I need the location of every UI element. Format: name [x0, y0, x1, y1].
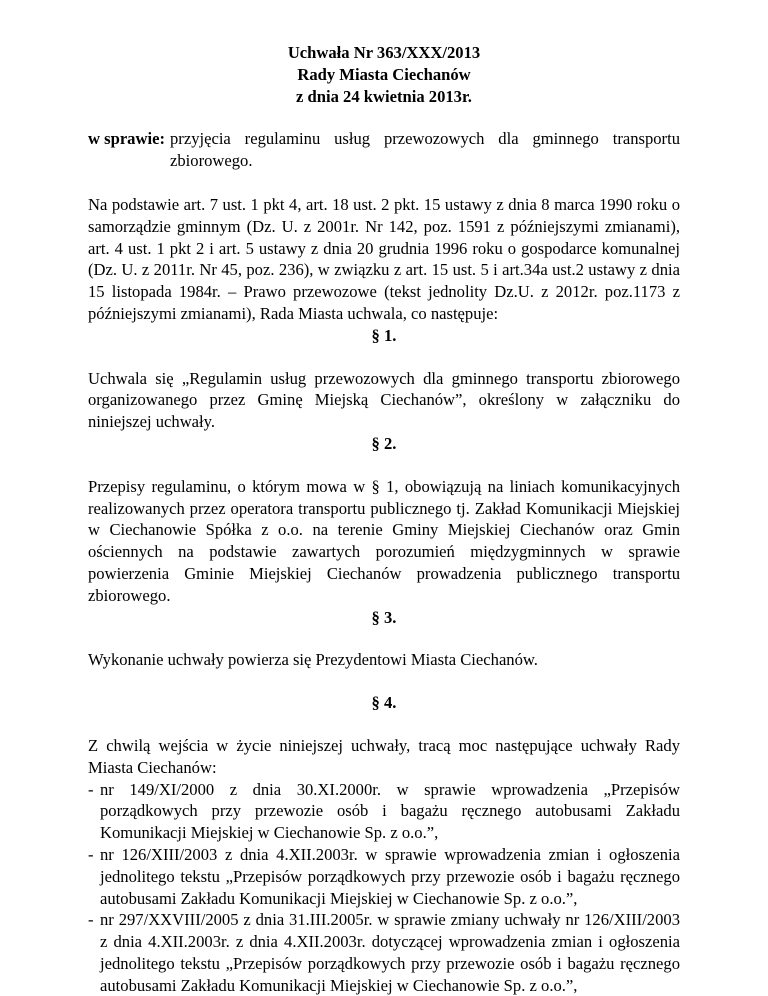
list-dash: -	[88, 779, 94, 799]
resolution-header	[88, 42, 680, 107]
subject-text: przyjęcia regulaminu usług przewozowych dla gminnego transportu zbiorowego.	[170, 129, 680, 171]
section-4-heading: § 4.	[371, 693, 397, 713]
list-dash: -	[88, 844, 94, 864]
preamble: Na podstawie art. 7 ust. 1 pkt 4, art. 18 ust. 2 pkt. 15 ustawy z dnia 8 marca 1990 roku o samorządzie gminnym (Dz. U. z 2001r. Nr 142, poz. 1591 z późniejszymi zmianami), art. 4 ust. 1 pkt 2 i art. 5 ustawy z dnia 20 grudnia 1996 roku o gospodarce komunalnej (Dz. U. z 2011r. Nr 45, poz. 236), w związku z art. 15 ust. 5 i art.34a ust.2 ustawy z dnia 15 listopada 1984r. – Prawo przewozowe (tekst jednolity Dz.U. z 2012r. poz.1173 z późniejszymi zmianami), Rada Miasta uchwala, co następuje:	[88, 194, 680, 323]
resolution-number: Uchwała Nr 363/XXX/2013	[287, 43, 481, 62]
section-1-text: Uchwala się „Regulamin usług przewozowych dla gminnego transportu zbiorowego organizowanego przez Gminę Miejską Ciechanów”, określony w załączniku do niniejszej uchwały.	[88, 368, 680, 432]
section-3-text: Wykonanie uchwały powierza się Prezydentowi Miasta Ciechanów.	[88, 650, 538, 670]
list-dash: -	[88, 910, 94, 930]
resolution-subject	[88, 128, 680, 172]
section-1-heading: § 1.	[371, 325, 397, 345]
list-item-text: nr 149/XI/2000 z dnia 30.XI.2000r. w sprawie wprowadzenia „Przepisów porządkowych przy przewozie osób i bagażu ręcznego autobusami Zakładu Komunikacji Miejskiej w Ciechanowie Sp. z o.o.”,	[100, 779, 680, 843]
list-item	[88, 909, 680, 996]
subject-label: w sprawie:	[88, 129, 165, 149]
section-2-text: Przepisy regulaminu, o którym mowa w § 1, obowiązują na liniach komunikacyjnych realizowanych przez operatora transportu publicznego tj. Zakład Komunikacji Miejskiej w Ciechanowie Spółka z o.o. na terenie Gminy Miejskiej Ciechanów oraz Gmin ościennych na podstawie zawartych porozumień międzygminnych w sprawie powierzenia Gminie Miejskiej Ciechanów prowadzenia publicznego transportu zbiorowego.	[88, 476, 680, 605]
section-3-heading: § 3.	[371, 607, 397, 627]
list-item	[88, 844, 680, 909]
list-item-text: nr 126/XIII/2003 z dnia 4.XII.2003r. w sprawie wprowadzenia zmian i ogłoszenia jednolitego tekstu „Przepisów porządkowych przy przewozie osób i bagażu ręcznego autobusami Zakładu Komunikacji Miejskiej w Ciechanowie Sp. z o.o.”,	[100, 844, 680, 908]
council-name: Rady Miasta Ciechanów	[297, 64, 471, 84]
repealed-resolutions-list	[88, 779, 680, 996]
resolution-date: z dnia 24 kwietnia 2013r.	[296, 86, 472, 106]
list-item	[88, 779, 680, 844]
section-2-heading: § 2.	[371, 433, 397, 453]
list-item-text: nr 297/XXVIII/2005 z dnia 31.III.2005r. w sprawie zmiany uchwały nr 126/XIII/2003 z dnia 4.XII.2003r. z dnia 4.XII.2003r. dotyczącej wprowadzenia zmian i ogłoszenia jednolitego tekstu „Przepisów porządkowych przy przewozie osób i bagażu ręcznego autobusami Zakładu Komunikacji Miejskiej w Ciechanowie Sp. z o.o.”,	[100, 910, 680, 995]
document-page	[88, 42, 680, 996]
section-4-intro: Z chwilą wejścia w życie niniejszej uchwały, tracą moc następujące uchwały Rady Miasta Ciechanów:	[88, 735, 680, 777]
